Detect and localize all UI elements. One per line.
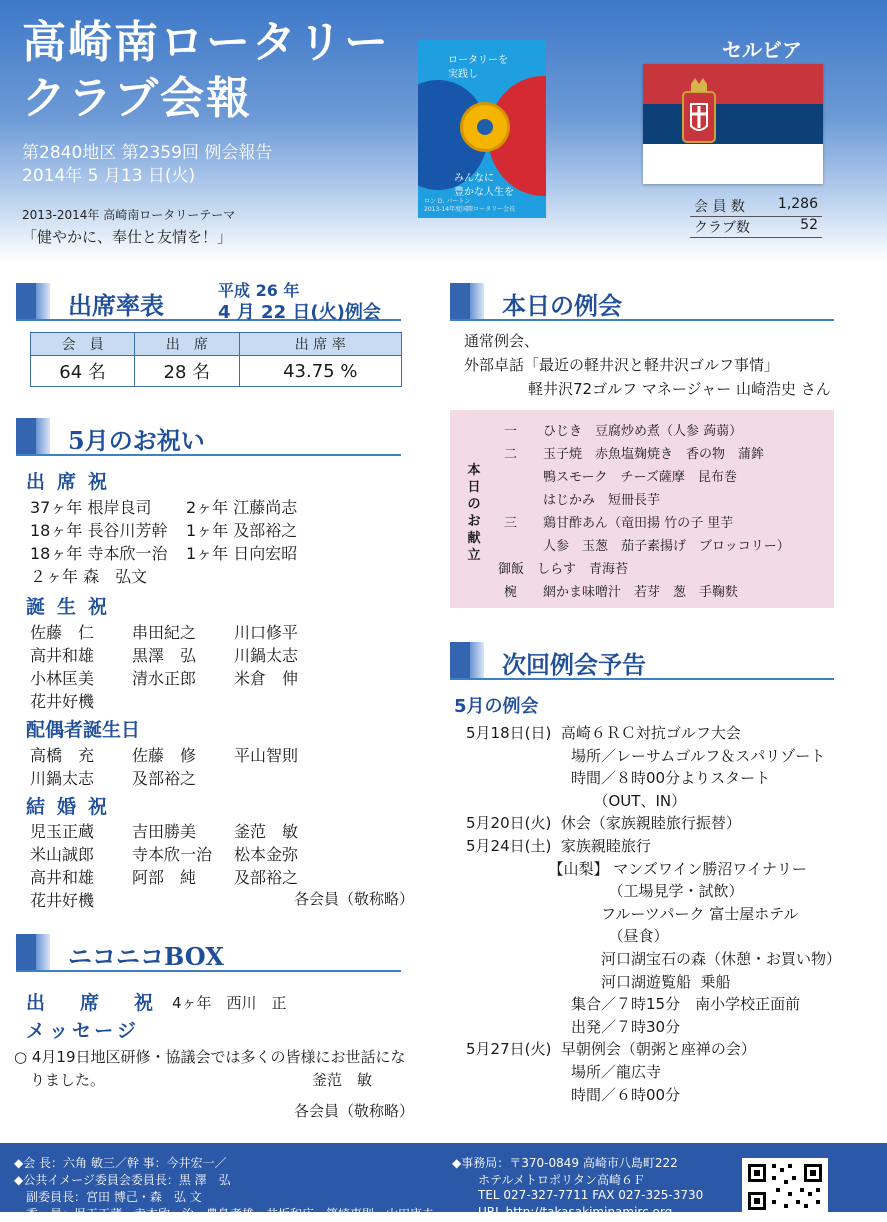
column-header: 出 席 (135, 333, 239, 356)
member-name: 川口修平 (234, 623, 299, 642)
club-theme: 「健やかに、奉仕と友情を！」 (22, 228, 233, 246)
footer-officers: ◆会 長：六角 敏三／幹 事：今井宏一／ (14, 1156, 227, 1170)
niconico-honorific: 各会員（敬称略） (294, 1102, 415, 1120)
member-name: 2ヶ年 江藤尚志 (186, 498, 298, 517)
niconico-heading: ニコニコBOX (68, 942, 224, 971)
today-line1: 通常例会、 (464, 332, 540, 350)
attendance-table (30, 332, 402, 387)
member-name: ２ヶ年 森 弘文 (30, 567, 148, 586)
member-name: 川鍋太志 (30, 769, 95, 788)
footer-hotel: ホテルメトロポリタン高崎６Ｆ (478, 1173, 646, 1187)
member-name: 花井好機 (30, 692, 95, 711)
district-meeting-number: 第2840地区 第2359回 例会報告 (22, 143, 273, 163)
member-name: 寺本欣一治 (132, 845, 213, 864)
menu-line: はじかみ 短冊長芋 (504, 493, 661, 508)
footer-committee-chair: ◆公共イメージ委員会委員長：黒 澤 弘 (14, 1173, 231, 1187)
menu-line: 御飯 しらす 青海苔 (498, 562, 629, 577)
member-name: 37ヶ年 根岸良司 (30, 498, 152, 517)
footer-members: 委 員：児玉正蔵・寺本欣一治・豊島孝雄・井坂和広・篠崎恵則・山田康夫 (14, 1207, 435, 1221)
list-item (30, 666, 400, 689)
newsletter-title-line2: クラブ会報 (22, 73, 252, 124)
poster-caption: ロン D. バートン 2013-14年度国際ロータリー会長 (424, 198, 516, 213)
menu-line: 人参 玉葱 茄子素揚げ ブロッコリー） (504, 539, 790, 554)
schedule-line: 5月24日(土) 家族親睦旅行 (466, 836, 651, 855)
member-name: 阿部 純 (132, 868, 197, 887)
rotary-wheel-icon (460, 102, 510, 152)
member-name: 1ヶ年 及部裕之 (186, 521, 298, 540)
country-name: セルビア (722, 38, 802, 62)
member-name: 清水正郎 (132, 669, 197, 688)
flag-red-stripe (643, 64, 823, 104)
column-header: 会 員 (31, 333, 135, 356)
serbia-flag (643, 64, 823, 184)
section-header-niconico (16, 934, 401, 972)
footer-phone: TEL 027-327-7711 FAX 027-325-3730 (478, 1188, 704, 1202)
schedule-line: 【山梨】 マンズワイン勝沼ワイナリー (466, 859, 807, 878)
wedding-title: 結婚祝 (26, 796, 120, 818)
member-name: 高井和雄 (30, 868, 95, 887)
member-name: 1ヶ年 日向宏昭 (186, 544, 298, 563)
message-line1: ○ 4月19日地区研修・協議会では多くの皆様にお世話にな (14, 1048, 406, 1066)
honorific-note: 各会員（敬称略） (294, 890, 415, 908)
member-name: 川鍋太志 (234, 646, 299, 665)
member-name: 米倉 伸 (234, 669, 299, 688)
newsletter-title-line1: 高崎南ロータリー (22, 17, 390, 68)
section-header-celebrations (16, 418, 401, 456)
schedule-line: 5月27日(火) 早朝例会（朝粥と座禅の会） (466, 1040, 756, 1059)
message-author: 釜范 敏 (312, 1071, 373, 1089)
members-count: 64 名 (31, 356, 135, 387)
list-item (30, 541, 400, 564)
today-line2: 外部卓話「最近の軽井沢と軽井沢ゴルフ事情」 (464, 356, 780, 374)
list-item (30, 495, 400, 518)
menu-line: 三 鶏甘酢あん（竜田揚 竹の子 里芋 (504, 516, 734, 531)
meeting-date: 2014年 5 月13 日(火) (22, 166, 196, 186)
schedule-line: 場所／レーサムゴルフ＆スパリゾート (466, 746, 826, 765)
schedule-line: 集合／７時15分 南小学校正面前 (466, 995, 801, 1014)
list-item (30, 743, 400, 766)
today-speaker: 軽井沢72ゴルフ マネージャー 山崎浩史 さん (528, 380, 831, 398)
today-heading: 本日の例会 (502, 291, 622, 320)
list-item (30, 689, 400, 712)
flag-white-stripe (643, 144, 823, 184)
schedule-line: 場所／龍広寺 (466, 1062, 662, 1081)
member-name: 串田紀之 (132, 623, 197, 642)
poster-text-top: ロータリーを 実践し (448, 55, 508, 80)
schedule-line: （昼食） (466, 927, 669, 946)
message-line2: りました。 (30, 1071, 106, 1089)
next-heading: 次回例会予告 (502, 650, 646, 679)
list-item (30, 564, 400, 587)
member-name: 児玉正蔵 (30, 822, 95, 841)
schedule-line: （工場見学・試飲） (466, 882, 744, 901)
list-item (30, 643, 400, 666)
attendance-heading: 出席率表 (68, 291, 164, 320)
member-name: 高橋 充 (30, 746, 95, 765)
schedule-line: 時間／６時00分 (466, 1085, 681, 1104)
birthday-title: 誕生祝 (26, 596, 120, 618)
stat-value: 1,286 (777, 196, 818, 212)
attendance-celebration-title: 出席祝 (26, 471, 120, 493)
schedule-line: フルーツパーク 富士屋ホテル (466, 904, 799, 923)
member-name: 松本金弥 (234, 845, 299, 864)
list-item (30, 620, 400, 643)
schedule-line: 河口湖遊覧船 乗船 (466, 972, 731, 991)
footer-office: ◆事務局：〒370-0849 高崎市八島町222 (452, 1156, 678, 1170)
footer-vice-chair: 副委員長：宮田 博己・森 弘 文 (14, 1190, 202, 1204)
list-item (30, 819, 400, 842)
attendance-date-line1: 平成 26 年 (218, 281, 300, 300)
member-name: 佐藤 仁 (30, 623, 95, 642)
attendance-date-line2: 4 月 22 日(火)例会 (218, 302, 381, 323)
list-item (30, 888, 415, 911)
niconico-attendance-text: 4ヶ年 西川 正 (172, 994, 287, 1012)
menu-line: 一 ひじき 豆腐炒め煮（人参 蒟蒻） (504, 424, 743, 439)
stat-members (690, 196, 822, 217)
stat-value: 52 (800, 217, 818, 233)
list-item (30, 865, 400, 888)
member-name: 及部裕之 (234, 868, 299, 887)
qr-code-icon (742, 1158, 828, 1212)
flag-blue-stripe (643, 104, 823, 144)
list-item (30, 518, 400, 541)
attended-count: 28 名 (135, 356, 239, 387)
niconico-attendance-title: 出 席 祝 (26, 992, 162, 1014)
menu-box (450, 410, 834, 608)
list-item (30, 842, 400, 865)
poster-text-bottom: みんなに 豊かな人生を (454, 173, 514, 198)
member-name: 小林匡美 (30, 669, 95, 688)
section-header-today (450, 283, 834, 321)
stat-clubs (690, 217, 822, 238)
coat-of-arms-icon (679, 78, 719, 152)
member-name: 米山誠郎 (30, 845, 95, 864)
menu-line: 鴨スモーク チーズ薩摩 昆布巻 (504, 470, 737, 485)
member-name: 18ヶ年 長谷川芳幹 (30, 521, 168, 540)
schedule-line: 5月18日(日) 高崎６ＲＣ対抗ゴルフ大会 (466, 724, 741, 742)
next-schedule-list (466, 722, 846, 1106)
member-name: 黒澤 弘 (132, 646, 197, 665)
celebrations-heading: 5月のお祝い (68, 426, 205, 455)
member-name: 平山智則 (234, 746, 299, 765)
member-name: 18ヶ年 寺本欣一治 (30, 544, 168, 563)
member-name: 花井好機 (30, 891, 95, 910)
menu-line: 二 玉子焼 赤魚塩麹焼き 香の物 蒲鉾 (504, 447, 765, 462)
rotary-theme-poster (418, 40, 546, 218)
theme-label: 2013-2014年 高崎南ロータリーテーマ (22, 208, 236, 222)
schedule-line: 出発／７時30分 (466, 1017, 681, 1036)
member-name: 佐藤 修 (132, 746, 197, 765)
schedule-line: （OUT、IN） (466, 791, 687, 810)
attendance-rate: 43.75 % (239, 356, 402, 387)
member-name: 高井和雄 (30, 646, 95, 665)
member-name: 釜范 敏 (234, 822, 299, 841)
stat-label: 会 員 数 (694, 199, 745, 215)
message-title: メッセージ (26, 1020, 140, 1042)
menu-line: 椀 網かま味噌汁 若芽 葱 手鞠麩 (504, 585, 739, 600)
spouse-birthday-title: 配偶者誕生日 (26, 719, 141, 741)
schedule-line: 5月20日(火) 休会（家族親睦旅行振替） (466, 814, 741, 833)
list-item (30, 766, 400, 789)
member-name: 及部裕之 (132, 769, 197, 788)
schedule-line: 河口湖宝石の森（休憩・お買い物） (466, 949, 842, 968)
section-header-next (450, 642, 834, 680)
schedule-line: 時間／８時00分よりスタート (466, 769, 771, 788)
next-subheading: 5月の例会 (454, 696, 539, 717)
footer-url[interactable]: URL http://takasakiminamirc.org (478, 1205, 673, 1219)
menu-vertical-title: 本日のお献立 (467, 463, 481, 563)
stat-label: クラブ数 (694, 220, 750, 236)
member-name: 吉田勝美 (132, 822, 197, 841)
column-header: 出 席 率 (239, 333, 402, 356)
